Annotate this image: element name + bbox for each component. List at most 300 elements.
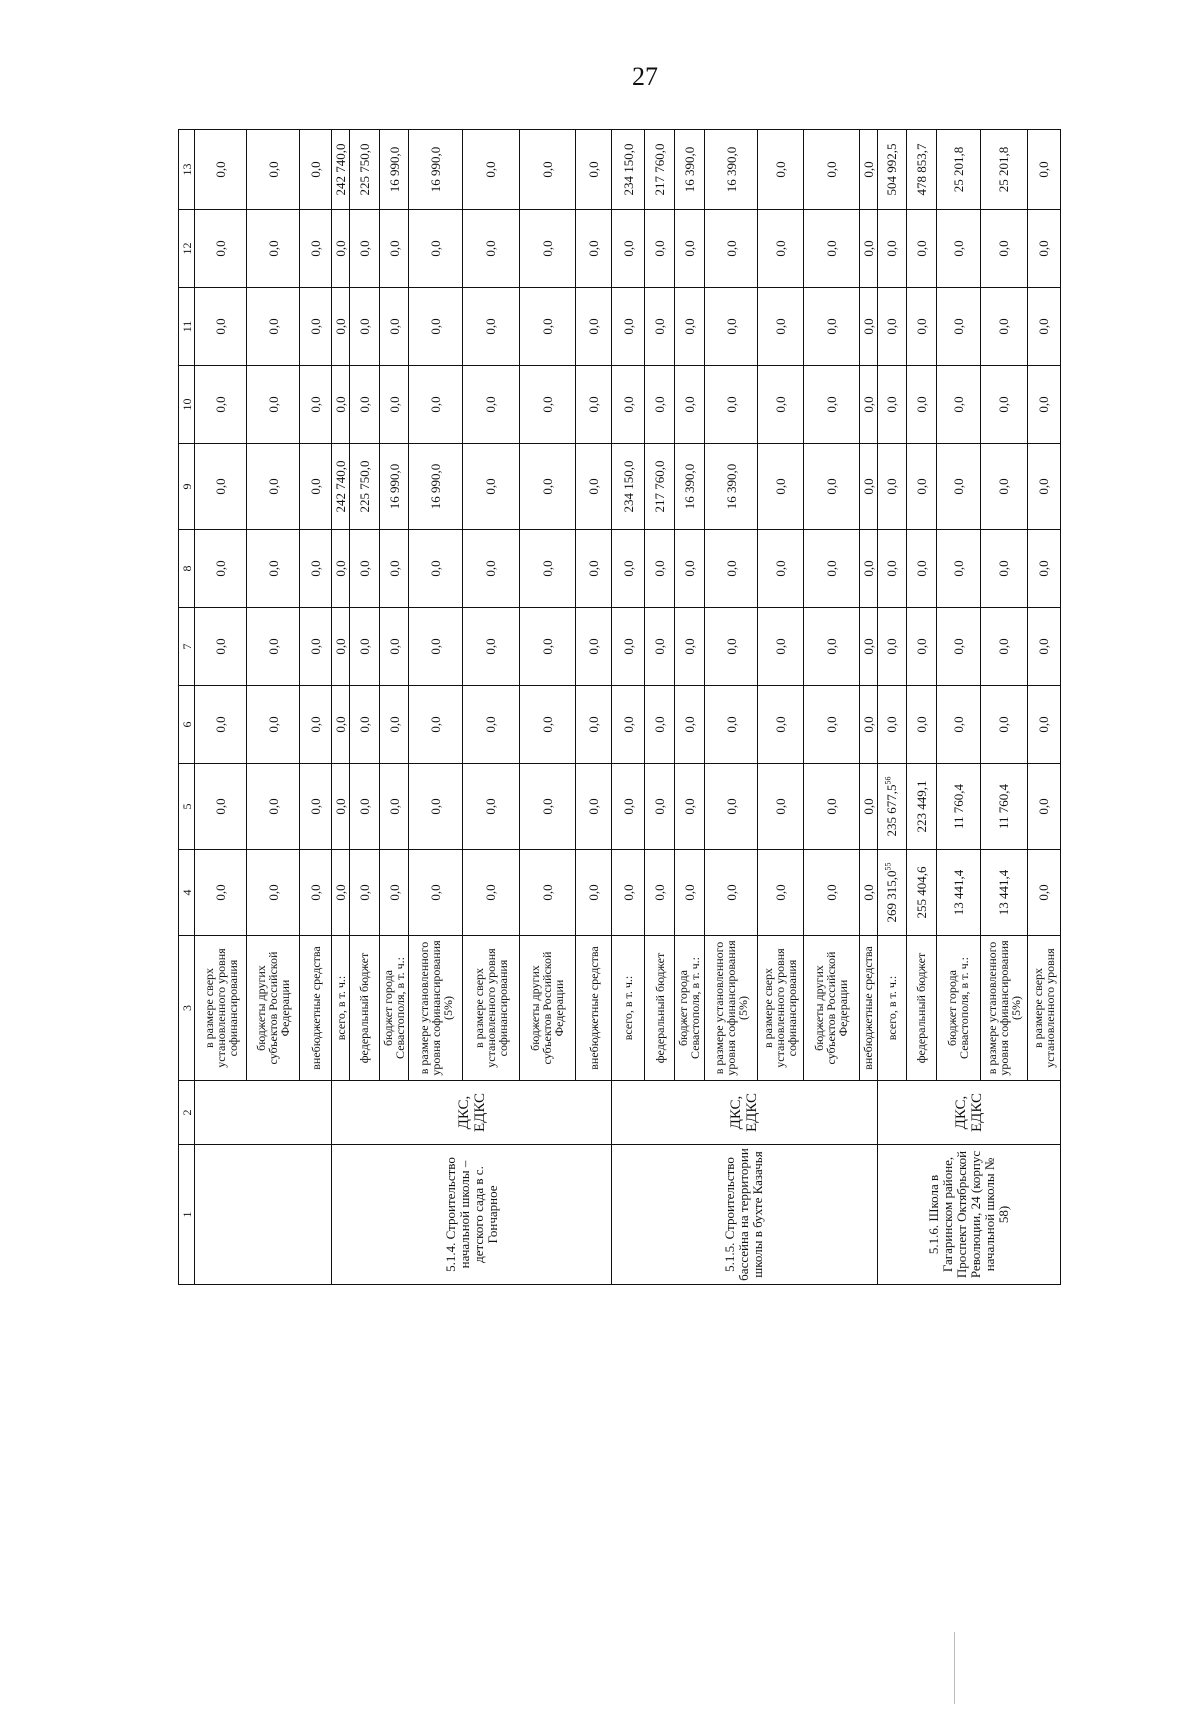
value-cell (937, 288, 980, 366)
value-text: 0,0 (913, 716, 929, 733)
value-cell (379, 444, 409, 530)
value-text: 0,0 (265, 716, 281, 733)
value-text: 0,0 (586, 318, 602, 335)
value-text: 0,0 (483, 161, 499, 178)
value-text: 0,0 (333, 318, 349, 335)
value-text: 16 990,0 (428, 463, 444, 510)
value-cell (937, 366, 980, 444)
value-text: 0,0 (539, 716, 555, 733)
value-cell (860, 210, 877, 288)
header-cell: 4 (179, 850, 195, 936)
value-cell (246, 210, 300, 288)
value-cell (980, 210, 1027, 288)
value-text: 0,0 (884, 560, 900, 577)
value-text: 0,0 (333, 716, 349, 733)
value-cell (246, 608, 300, 686)
value-cell (906, 608, 937, 686)
header-cell: 10 (179, 366, 195, 444)
value-cell (379, 850, 409, 936)
value-text: 0,0 (213, 240, 229, 257)
value-cell (860, 764, 877, 850)
value-text: 16 390,0 (681, 463, 697, 510)
value-text: 0,0 (996, 638, 1012, 655)
value-cell (246, 530, 300, 608)
value-text: 0,0 (681, 884, 697, 901)
funding-source-label: всего, в т. ч.: (332, 936, 349, 1081)
value-text: 0,0 (356, 560, 372, 577)
value-text: 0,0 (723, 560, 739, 577)
value-text: 0,0 (428, 396, 444, 413)
value-text: 0,0 (823, 478, 839, 495)
funding-source-label: бюджеты других субъектов Российской Федерации (246, 936, 300, 1081)
value-cell (195, 366, 246, 444)
value-text: 0,0 (586, 161, 602, 178)
value-text: 0,0 (860, 240, 876, 257)
value-cell (906, 764, 937, 850)
header-cell: 12 (179, 210, 195, 288)
value-text: 255 404,6 (913, 866, 929, 919)
value-text: 0,0 (652, 318, 668, 335)
value-text: 0,0 (860, 560, 876, 577)
value-text: 0,0 (213, 318, 229, 335)
value-cell (332, 764, 349, 850)
executor-cell: ДКС, ЕДКС (612, 1081, 877, 1145)
value-text: 0,0 (213, 396, 229, 413)
value-cell (704, 530, 758, 608)
value-cell (246, 444, 300, 530)
value-text: 0,0 (913, 240, 929, 257)
value-text: 0,0 (860, 161, 876, 178)
header-row (179, 130, 195, 1285)
value-cell (519, 530, 576, 608)
value-text: 0,0 (884, 716, 900, 733)
value-text: 0,0 (620, 716, 636, 733)
value-cell (300, 850, 332, 936)
value-text: 0,0 (333, 798, 349, 815)
value-text: 0,0 (723, 798, 739, 815)
value-cell (612, 530, 645, 608)
value-text: 0,0 (308, 884, 324, 901)
value-text: 0,0 (386, 240, 402, 257)
value-cell (300, 764, 332, 850)
value-cell (463, 850, 520, 936)
value-cell (645, 764, 675, 850)
value-cell (246, 850, 300, 936)
value-cell (937, 608, 980, 686)
value-text: 0,0 (620, 884, 636, 901)
funding-source-label: внебюджетные средства (300, 936, 332, 1081)
value-cell (860, 608, 877, 686)
value-cell (349, 764, 379, 850)
value-text: 217 760,0 (652, 143, 668, 196)
rotated-table-wrapper (178, 130, 1061, 1285)
funding-source-label: бюджет города Севастополя, в т. ч.: (379, 936, 409, 1081)
value-text: 269 315,0 (884, 870, 900, 923)
header-cell: 13 (179, 130, 195, 210)
value-text: 0,0 (620, 396, 636, 413)
value-text: 0,0 (308, 240, 324, 257)
value-text: 0,0 (652, 798, 668, 815)
value-cell (576, 288, 612, 366)
value-cell (195, 130, 246, 210)
value-cell (937, 530, 980, 608)
value-cell (379, 764, 409, 850)
value-cell (463, 686, 520, 764)
value-text: 0,0 (1036, 478, 1052, 495)
value-text: 25 201,8 (950, 146, 966, 193)
value-text: 0,0 (265, 396, 281, 413)
value-text: 0,0 (428, 560, 444, 577)
value-text: 0,0 (950, 240, 966, 257)
value-text: 0,0 (1036, 716, 1052, 733)
value-cell (980, 366, 1027, 444)
value-cell (332, 288, 349, 366)
value-text: 0,0 (356, 638, 372, 655)
budget-table (178, 129, 1061, 1285)
value-text: 0,0 (884, 396, 900, 413)
value-cell (674, 850, 704, 936)
value-cell (877, 210, 906, 288)
value-cell (612, 288, 645, 366)
value-cell (937, 210, 980, 288)
value-cell (937, 130, 980, 210)
value-cell (877, 288, 906, 366)
value-text: 0,0 (386, 884, 402, 901)
funding-source-label: в размере сверх установленного уровня (1027, 936, 1060, 1081)
value-cell (463, 130, 520, 210)
value-text: 0,0 (586, 396, 602, 413)
value-text: 0,0 (681, 638, 697, 655)
value-text: 0,0 (772, 318, 788, 335)
value-cell (803, 444, 860, 530)
value-text: 0,0 (652, 638, 668, 655)
value-cell (349, 444, 379, 530)
value-text: 0,0 (772, 240, 788, 257)
value-text: 0,0 (996, 560, 1012, 577)
value-text: 0,0 (996, 396, 1012, 413)
value-cell (519, 686, 576, 764)
value-text: 0,0 (652, 560, 668, 577)
value-cell (906, 530, 937, 608)
value-cell (300, 210, 332, 288)
value-text: 0,0 (772, 638, 788, 655)
value-text: 0,0 (265, 884, 281, 901)
value-cell (519, 608, 576, 686)
value-cell (803, 850, 860, 936)
funding-source-label: в размере сверх установленного уровня софинансирования (463, 936, 520, 1081)
value-cell (803, 686, 860, 764)
value-text: 0,0 (860, 638, 876, 655)
value-cell (860, 850, 877, 936)
measure-title-cell: 5.1.6. Школа в Гагаринском районе, Проспект Октябрьской Революции, 24 (корпус начальной школы № 58) (877, 1145, 1060, 1285)
value-cell (803, 210, 860, 288)
value-text: 0,0 (823, 396, 839, 413)
funding-source-label: всего, в т. ч.: (612, 936, 645, 1081)
funding-source-label: бюджет города Севастополя, в т. ч.: (674, 936, 704, 1081)
value-cell (349, 608, 379, 686)
value-text: 0,0 (1036, 884, 1052, 901)
value-cell (758, 530, 803, 608)
funding-source-label: федеральный бюджет (645, 936, 675, 1081)
value-text: 13 441,4 (950, 869, 966, 916)
value-text: 0,0 (950, 478, 966, 495)
value-text: 0,0 (265, 318, 281, 335)
value-cell (409, 530, 463, 608)
value-text: 0,0 (823, 884, 839, 901)
value-cell (576, 366, 612, 444)
value-text: 0,0 (1036, 161, 1052, 178)
value-cell (877, 764, 906, 850)
value-cell (704, 764, 758, 850)
value-text: 0,0 (586, 884, 602, 901)
value-cell (860, 288, 877, 366)
value-cell (409, 608, 463, 686)
value-text: 0,0 (539, 560, 555, 577)
value-text: 234 150,0 (620, 143, 636, 196)
value-cell (576, 444, 612, 530)
value-cell (349, 366, 379, 444)
value-cell (860, 686, 877, 764)
value-cell (645, 366, 675, 444)
value-cell (803, 608, 860, 686)
funding-source-label: в размере установленного уровня софинансирования (5%) (704, 936, 758, 1081)
value-text: 223 449,1 (913, 780, 929, 833)
value-text: 0,0 (1036, 318, 1052, 335)
value-cell (519, 130, 576, 210)
value-cell (803, 288, 860, 366)
funding-source-label: федеральный бюджет (906, 936, 937, 1081)
value-cell (980, 130, 1027, 210)
value-cell (349, 530, 379, 608)
value-cell (980, 444, 1027, 530)
value-text: 0,0 (860, 716, 876, 733)
value-text: 0,0 (539, 161, 555, 178)
value-cell (803, 764, 860, 850)
value-cell (906, 444, 937, 530)
value-text: 0,0 (772, 884, 788, 901)
value-text: 0,0 (681, 240, 697, 257)
value-cell (576, 210, 612, 288)
value-cell (704, 130, 758, 210)
value-cell (980, 288, 1027, 366)
value-cell (349, 686, 379, 764)
value-text: 0,0 (428, 240, 444, 257)
value-cell (379, 366, 409, 444)
value-text: 0,0 (586, 478, 602, 495)
value-text: 0,0 (213, 638, 229, 655)
value-cell (332, 608, 349, 686)
value-cell (877, 444, 906, 530)
value-text: 0,0 (913, 318, 929, 335)
value-cell (332, 130, 349, 210)
value-text: 0,0 (428, 318, 444, 335)
value-text: 0,0 (386, 798, 402, 815)
value-cell (379, 686, 409, 764)
value-text: 0,0 (772, 478, 788, 495)
funding-source-label: всего, в т. ч.: (877, 936, 906, 1081)
value-text: 0,0 (483, 396, 499, 413)
value-text: 0,0 (652, 716, 668, 733)
value-cell (1027, 530, 1060, 608)
value-text: 0,0 (1036, 798, 1052, 815)
value-text: 0,0 (356, 240, 372, 257)
value-text: 0,0 (483, 478, 499, 495)
value-text: 225 750,0 (356, 460, 372, 513)
value-text: 11 760,4 (996, 783, 1012, 830)
value-cell (332, 850, 349, 936)
value-text: 0,0 (265, 638, 281, 655)
header-cell: 11 (179, 288, 195, 366)
value-text: 0,0 (333, 240, 349, 257)
value-cell (758, 366, 803, 444)
value-text: 16 990,0 (428, 146, 444, 193)
footnote-mark: 56 (883, 776, 893, 785)
value-text: 0,0 (723, 884, 739, 901)
value-text: 0,0 (428, 798, 444, 815)
value-cell (877, 850, 906, 936)
value-text: 0,0 (356, 396, 372, 413)
value-cell (332, 530, 349, 608)
value-cell (463, 530, 520, 608)
value-cell (674, 210, 704, 288)
value-text: 0,0 (539, 798, 555, 815)
value-cell (300, 130, 332, 210)
value-text: 0,0 (884, 478, 900, 495)
value-text: 0,0 (823, 798, 839, 815)
value-cell (409, 210, 463, 288)
value-text: 0,0 (884, 240, 900, 257)
value-cell (674, 764, 704, 850)
value-text: 0,0 (772, 798, 788, 815)
value-cell (645, 686, 675, 764)
value-text: 0,0 (539, 638, 555, 655)
value-text: 0,0 (913, 560, 929, 577)
value-text: 0,0 (884, 318, 900, 335)
measure-title-cell (195, 1145, 332, 1285)
value-cell (758, 130, 803, 210)
value-cell (758, 764, 803, 850)
value-text: 0,0 (333, 884, 349, 901)
value-text: 25 201,8 (996, 146, 1012, 193)
value-text: 0,0 (483, 240, 499, 257)
value-text: 0,0 (996, 240, 1012, 257)
value-text: 0,0 (913, 396, 929, 413)
value-cell (674, 530, 704, 608)
funding-source-label: в размере установленного уровня софинансирования (5%) (409, 936, 463, 1081)
value-text: 0,0 (213, 161, 229, 178)
value-text: 0,0 (823, 716, 839, 733)
header-cell: 5 (179, 764, 195, 850)
value-cell (519, 210, 576, 288)
value-text: 0,0 (1036, 638, 1052, 655)
value-cell (937, 850, 980, 936)
value-cell (195, 764, 246, 850)
funding-source-label: в размере сверх установленного уровня софинансирования (195, 936, 246, 1081)
value-cell (937, 764, 980, 850)
value-text: 0,0 (586, 638, 602, 655)
value-cell (195, 530, 246, 608)
value-cell (674, 130, 704, 210)
measure-title-cell: 5.1.4. Строительство начальной школы – детского сада в с. Гончарное (332, 1145, 612, 1285)
header-cell: 8 (179, 530, 195, 608)
value-text: 0,0 (265, 161, 281, 178)
value-cell (674, 608, 704, 686)
value-cell (1027, 608, 1060, 686)
value-text: 0,0 (681, 798, 697, 815)
value-text: 13 441,4 (996, 869, 1012, 916)
value-cell (758, 608, 803, 686)
value-cell (803, 530, 860, 608)
value-text: 0,0 (950, 560, 966, 577)
value-cell (645, 850, 675, 936)
value-cell (645, 608, 675, 686)
value-cell (645, 530, 675, 608)
value-text: 0,0 (860, 884, 876, 901)
value-cell (860, 366, 877, 444)
page-number: 27 (632, 62, 658, 91)
value-text: 0,0 (356, 716, 372, 733)
value-cell (195, 444, 246, 530)
value-cell (803, 366, 860, 444)
value-text: 0,0 (913, 638, 929, 655)
value-cell (576, 850, 612, 936)
value-text: 0,0 (1036, 560, 1052, 577)
value-text: 0,0 (428, 716, 444, 733)
value-cell (195, 850, 246, 936)
value-cell (674, 288, 704, 366)
value-text: 0,0 (772, 560, 788, 577)
value-text: 235 677,5 (884, 784, 900, 837)
value-cell (300, 288, 332, 366)
value-cell (1027, 210, 1060, 288)
value-cell (906, 288, 937, 366)
value-cell (704, 366, 758, 444)
value-cell (860, 530, 877, 608)
value-cell (612, 130, 645, 210)
funding-source-label: бюджет города Севастополя, в т. ч.: (937, 936, 980, 1081)
value-cell (379, 608, 409, 686)
funding-source-label: в размере сверх установленного уровня софинансирования (758, 936, 803, 1081)
value-cell (937, 444, 980, 530)
value-text: 0,0 (483, 560, 499, 577)
value-text: 0,0 (860, 318, 876, 335)
table-row (612, 130, 645, 1285)
header-cell: 3 (179, 936, 195, 1081)
value-text: 0,0 (356, 884, 372, 901)
value-cell (409, 130, 463, 210)
value-text: 0,0 (950, 638, 966, 655)
value-text: 0,0 (586, 798, 602, 815)
value-cell (409, 850, 463, 936)
value-cell (758, 686, 803, 764)
value-text: 0,0 (483, 716, 499, 733)
value-text: 0,0 (681, 318, 697, 335)
value-cell (463, 764, 520, 850)
value-text: 0,0 (620, 638, 636, 655)
value-cell (877, 608, 906, 686)
value-text: 0,0 (386, 318, 402, 335)
value-text: 0,0 (386, 638, 402, 655)
value-text: 0,0 (652, 396, 668, 413)
value-text: 0,0 (386, 560, 402, 577)
value-text: 0,0 (308, 478, 324, 495)
value-cell (612, 764, 645, 850)
value-text: 16 390,0 (723, 146, 739, 193)
value-text: 0,0 (723, 240, 739, 257)
table-row (195, 130, 246, 1285)
value-cell (674, 366, 704, 444)
value-text: 0,0 (428, 638, 444, 655)
